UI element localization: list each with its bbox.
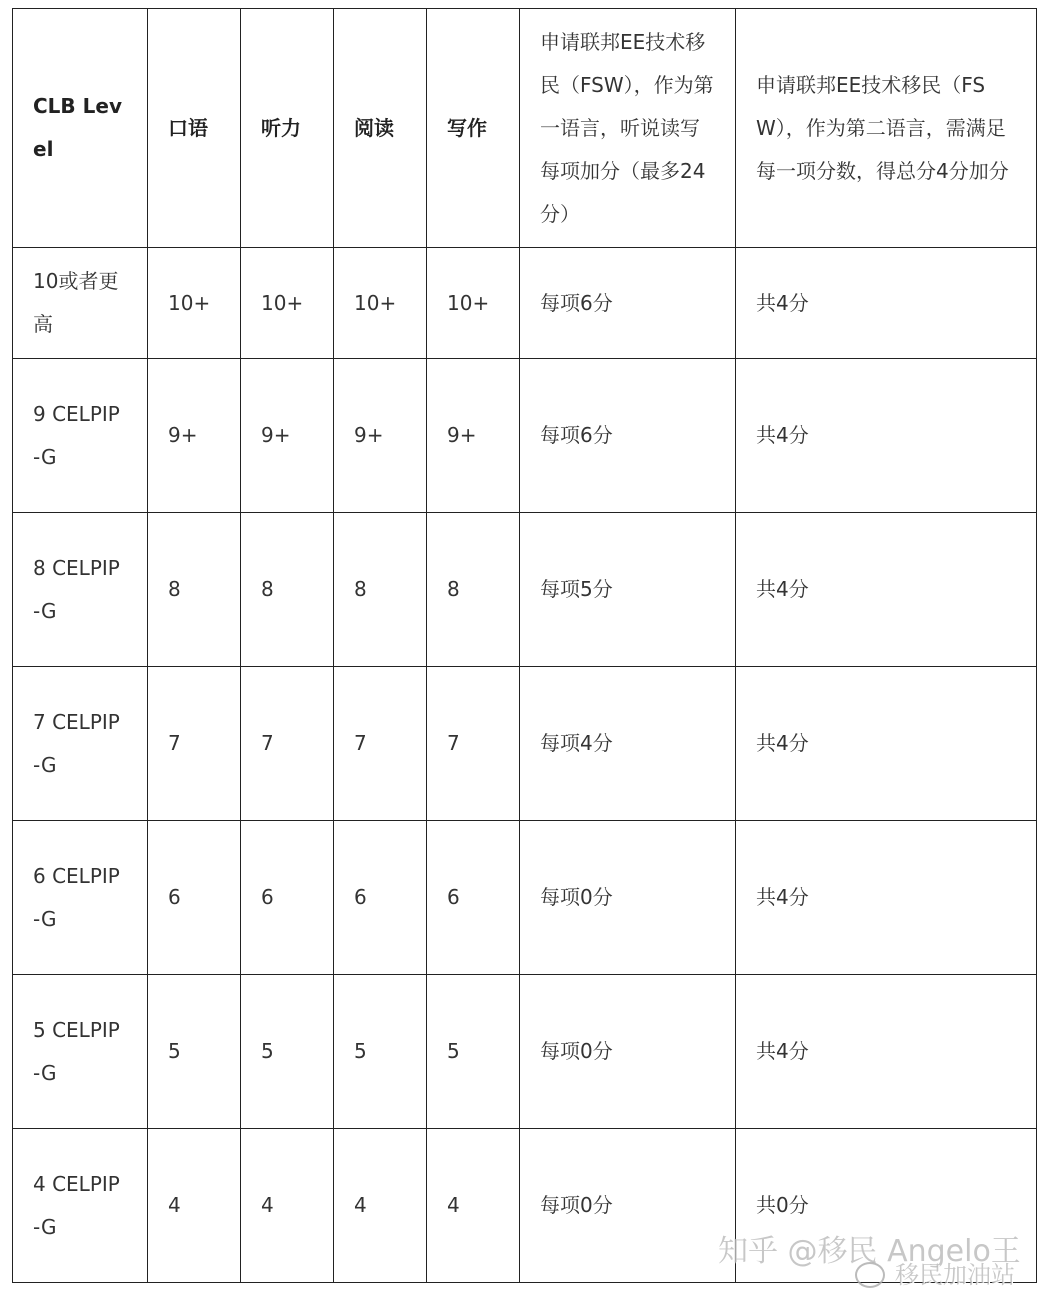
cell-reading: 5 [334, 975, 427, 1129]
table-row [13, 513, 1037, 667]
cell-reading: 8 [334, 513, 427, 667]
cell-writing: 5 [427, 975, 520, 1129]
cell-speaking: 6 [148, 821, 241, 975]
cell-listening: 10+ [241, 248, 334, 359]
cell-second-language-points: 共0分 [736, 1129, 1037, 1283]
cell-clb-level: 4 CELPIP-G [13, 1129, 148, 1283]
table-row [13, 248, 1037, 359]
header-first-language: 申请联邦EE技术移民（FSW），作为第一语言，听说读写每项加分（最多24分） [520, 9, 736, 248]
weibo-watermark: 移民加油站 [895, 1261, 1015, 1289]
header-writing: 写作 [427, 9, 520, 248]
header-row [13, 9, 1037, 248]
table-row [13, 975, 1037, 1129]
table-row [13, 821, 1037, 975]
cell-second-language-points: 共4分 [736, 821, 1037, 975]
cell-speaking: 7 [148, 667, 241, 821]
cell-speaking: 9+ [148, 359, 241, 513]
cell-listening: 8 [241, 513, 334, 667]
cell-clb-level: 5 CELPIP-G [13, 975, 148, 1129]
cell-listening: 7 [241, 667, 334, 821]
cell-first-language-points: 每项0分 [520, 821, 736, 975]
cell-first-language-points: 每项6分 [520, 359, 736, 513]
cell-reading: 10+ [334, 248, 427, 359]
header-clb-level: CLB Level [13, 9, 148, 248]
cell-reading: 7 [334, 667, 427, 821]
cell-second-language-points: 共4分 [736, 248, 1037, 359]
cell-clb-level: 8 CELPIP-G [13, 513, 148, 667]
cell-first-language-points: 每项0分 [520, 1129, 736, 1283]
table-row [13, 359, 1037, 513]
cell-reading: 9+ [334, 359, 427, 513]
cell-speaking: 8 [148, 513, 241, 667]
cell-writing: 4 [427, 1129, 520, 1283]
cell-listening: 5 [241, 975, 334, 1129]
cell-second-language-points: 共4分 [736, 513, 1037, 667]
clb-score-table [12, 8, 1037, 1283]
cell-listening: 6 [241, 821, 334, 975]
cell-speaking: 5 [148, 975, 241, 1129]
cell-writing: 10+ [427, 248, 520, 359]
cell-second-language-points: 共4分 [736, 667, 1037, 821]
weibo-logo-icon [855, 1262, 885, 1288]
cell-writing: 8 [427, 513, 520, 667]
header-reading: 阅读 [334, 9, 427, 248]
header-second-language: 申请联邦EE技术移民（FSW），作为第二语言，需满足每一项分数，得总分4分加分 [736, 9, 1037, 248]
cell-first-language-points: 每项5分 [520, 513, 736, 667]
cell-writing: 6 [427, 821, 520, 975]
cell-reading: 6 [334, 821, 427, 975]
cell-first-language-points: 每项6分 [520, 248, 736, 359]
cell-clb-level: 6 CELPIP-G [13, 821, 148, 975]
cell-second-language-points: 共4分 [736, 359, 1037, 513]
header-speaking: 口语 [148, 9, 241, 248]
table-row [13, 667, 1037, 821]
cell-listening: 4 [241, 1129, 334, 1283]
zhihu-watermark: 知乎 @移民 Angelo王 [718, 1234, 1021, 1269]
cell-first-language-points: 每项4分 [520, 667, 736, 821]
cell-clb-level: 7 CELPIP-G [13, 667, 148, 821]
cell-writing: 7 [427, 667, 520, 821]
cell-speaking: 4 [148, 1129, 241, 1283]
cell-speaking: 10+ [148, 248, 241, 359]
cell-first-language-points: 每项0分 [520, 975, 736, 1129]
cell-reading: 4 [334, 1129, 427, 1283]
cell-writing: 9+ [427, 359, 520, 513]
header-listening: 听力 [241, 9, 334, 248]
cell-second-language-points: 共4分 [736, 975, 1037, 1129]
cell-clb-level: 10或者更高 [13, 248, 148, 359]
cell-clb-level: 9 CELPIP-G [13, 359, 148, 513]
cell-listening: 9+ [241, 359, 334, 513]
